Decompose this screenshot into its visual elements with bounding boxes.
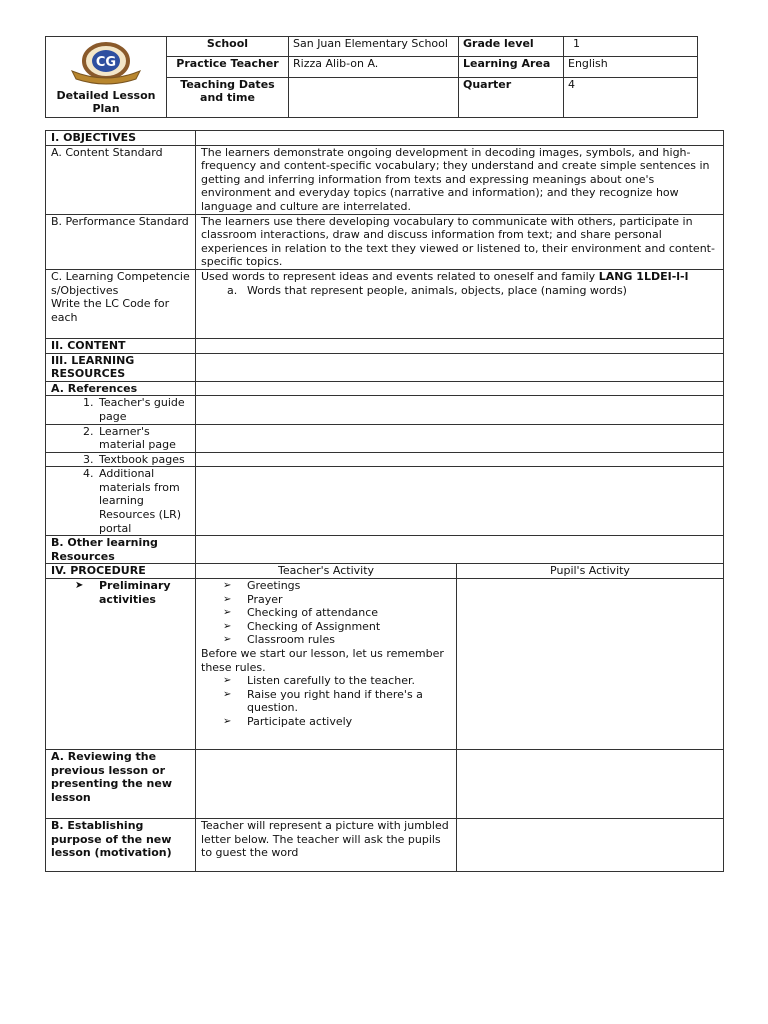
quarter-label: Quarter: [459, 77, 564, 117]
objectives-heading: I. OBJECTIVES: [46, 131, 196, 146]
grade-label: Grade level: [459, 37, 564, 57]
performance-standard-text: The learners use there developing vocabulary to communicate with others, participate in classroom interactions, draw and discuss information from text; and share personal experiences in relation to the text they viewed or listened to, their environment and content-specific topics.: [196, 214, 724, 269]
competency-code: LANG 1LDEI-l-l: [598, 269, 689, 283]
list-item: ➢ Raise you right hand if there's a question.: [223, 688, 451, 715]
competency-text: Used words to represent ideas and events related to oneself and family: [201, 269, 596, 283]
list-item: ➢ Listen carefully to the teacher.: [223, 674, 451, 688]
list-item: ➢ Prayer: [223, 593, 451, 607]
reference-item: 2. Learner's material page: [46, 424, 196, 452]
lc-code-label: Write the LC Code for each: [51, 297, 170, 324]
area-label: Learning Area: [459, 57, 564, 77]
list-item: ➢ Participate actively: [223, 715, 451, 729]
content-standard-text: The learners demonstrate ongoing development in decoding images, symbols, and high-frequency and content-specific vocabulary; they understand and create simple sentences in getting and inferring information from texts and expressing meanings about one's environment and everyday topics (narrative and information); and they recognize how language and culture are interrelated.: [196, 145, 724, 214]
references-label: A. References: [46, 381, 196, 396]
list-item: ➢ Classroom rules: [223, 633, 451, 647]
reference-item: 3. Textbook pages: [46, 452, 196, 467]
svg-text:CG: CG: [95, 55, 117, 70]
competency-sub-text: Words that represent people, animals, objects, place (naming words): [247, 283, 627, 297]
preliminary-cell: [46, 579, 196, 750]
preliminary-label: ➤ Preliminary activities: [75, 579, 190, 606]
logo-cell: [46, 37, 167, 118]
grade-value: 1: [564, 37, 698, 57]
list-item: ➢ Checking of attendance: [223, 606, 451, 620]
doc-title: Detailed Lesson Plan: [56, 89, 156, 115]
dates-label: Teaching Dates and time: [167, 77, 289, 117]
content-standard-label: A. Content Standard: [46, 145, 196, 214]
procedure-heading: IV. PROCEDURE: [46, 564, 196, 579]
area-value: English: [564, 57, 698, 77]
other-resources-label: B. Other learning Resources: [46, 536, 196, 564]
pupil-activity-header: Pupil's Activity: [457, 564, 724, 579]
lesson-plan-table: [45, 130, 724, 872]
list-item: ➢ Greetings: [223, 579, 451, 593]
competencies-label: C. Learning Competencies/Objectives: [51, 269, 190, 297]
school-logo-icon: [66, 41, 146, 87]
performance-standard-label: B. Performance Standard: [46, 214, 196, 269]
preliminary-activities-cell: [196, 579, 457, 750]
establishing-text: Teacher will represent a picture with jumbled letter below. The teacher will ask the pupils to guest the word: [196, 819, 457, 872]
content-heading: II. CONTENT: [46, 338, 196, 353]
quarter-value: 4: [564, 77, 698, 117]
dates-value: [289, 77, 459, 117]
header-table: [45, 36, 698, 118]
reviewing-label: A. Reviewing the previous lesson or presenting the new lesson: [46, 750, 196, 819]
school-label: School: [167, 37, 289, 57]
competency-sub-marker: a.: [227, 283, 238, 297]
list-item: ➢ Checking of Assignment: [223, 620, 451, 634]
competency-cell: [196, 269, 724, 338]
teacher-value: Rizza Alib-on A.: [289, 57, 459, 77]
pupil-activity-cell: [457, 579, 724, 750]
school-value: San Juan Elementary School: [289, 37, 459, 57]
teacher-label: Practice Teacher: [167, 57, 289, 77]
reference-item: 4. Additional materials from learning Resources (LR) portal: [46, 467, 196, 536]
competencies-cell: [46, 269, 196, 338]
teacher-activity-header: Teacher's Activity: [196, 564, 457, 579]
establishing-label: B. Establishing purpose of the new lesson (motivation): [46, 819, 196, 872]
rules-intro: Before we start our lesson, let us remember these rules.: [201, 647, 444, 674]
resources-heading: III. LEARNING RESOURCES: [46, 353, 196, 381]
reference-item: 1. Teacher's guide page: [46, 396, 196, 424]
